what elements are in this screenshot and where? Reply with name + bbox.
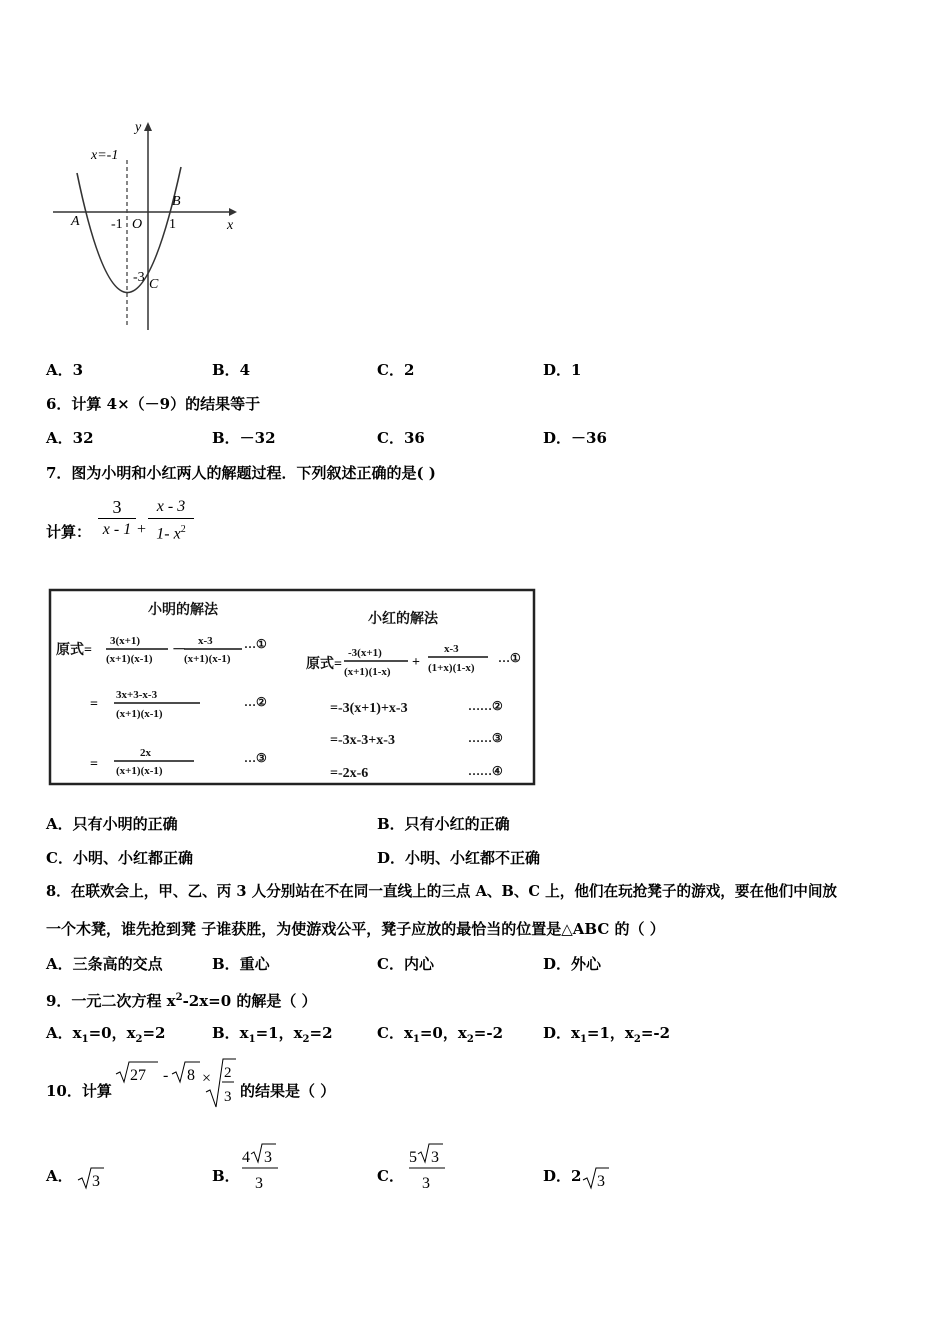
xh-s1-num: -3(x+1) bbox=[348, 647, 382, 659]
q6-stem: 6．计算 4×（－9）的结果等于 bbox=[46, 395, 261, 413]
q8-option-c: C．内心 bbox=[377, 955, 434, 973]
y-axis-arrow bbox=[144, 122, 152, 131]
q8-option-b: B．重心 bbox=[212, 955, 270, 973]
xm-s2-eq: = bbox=[90, 697, 98, 712]
parabola-curve bbox=[77, 167, 181, 293]
parabola-graph bbox=[45, 115, 255, 340]
xm-s1-num2: x-3 bbox=[198, 635, 213, 647]
origin-label: O bbox=[132, 217, 143, 232]
x-eq-label: x=-1 bbox=[91, 148, 119, 163]
q9-option-d: D．$x_1=1$，$x_2=-2$ bbox=[543, 1024, 671, 1045]
xh-s1-num2: x-3 bbox=[444, 643, 459, 655]
q5-option-b: B．4 bbox=[212, 361, 251, 379]
q10-option-c bbox=[407, 1140, 449, 1194]
q10-expression bbox=[112, 1058, 238, 1110]
y-label: y bbox=[135, 120, 142, 135]
q6-option-c: C．36 bbox=[377, 429, 425, 447]
q7-stem: 7．图为小明和小红两人的解题过程．下列叙述正确的是( ) bbox=[46, 464, 436, 482]
q9-stem bbox=[46, 988, 317, 1011]
q9-stem-pre: 9．一元二次方程 x bbox=[46, 992, 176, 1010]
q8-option-d: D．外心 bbox=[543, 955, 602, 973]
q10-option-a-label: A． bbox=[46, 1167, 73, 1185]
solution-image bbox=[48, 588, 536, 786]
xm-s2-num: 3x+3-x-3 bbox=[116, 689, 158, 701]
q10-stem-post: 的结果是（ ） bbox=[240, 1082, 336, 1100]
xm-s1-den: (x+1)(x-1) bbox=[106, 653, 153, 665]
xm-s1-tag: …① bbox=[244, 637, 267, 651]
q10-opt-c-rad: 3 bbox=[431, 1149, 439, 1166]
q10-option-b-label: B． bbox=[212, 1167, 240, 1185]
q7-frac2-num: x - 3 bbox=[156, 498, 186, 515]
q10-option-c-label: C． bbox=[377, 1167, 404, 1185]
q7-option-b: B．只有小红的正确 bbox=[377, 815, 510, 833]
q7-plus: + bbox=[137, 521, 147, 538]
xh-s3-tag: ……③ bbox=[468, 731, 503, 745]
q7-option-a: A．只有小明的正确 bbox=[46, 815, 178, 833]
xh-s2: =-3(x+1)+x-3 bbox=[330, 701, 408, 716]
q7-calc-label: 计算： bbox=[46, 523, 92, 541]
q9-stem-post: -2x=0 的解是（ ） bbox=[182, 992, 317, 1010]
xh-s4: =-2x-6 bbox=[330, 766, 369, 781]
xm-s3-tag: …③ bbox=[244, 751, 267, 765]
xm-s1-lhs: 原式= bbox=[56, 643, 92, 658]
xh-s1-den2: (1+x)(1-x) bbox=[428, 662, 475, 674]
q9-option-a: A．$x_1=0$，$x_2=2$ bbox=[46, 1024, 166, 1045]
tick-1: 1 bbox=[169, 217, 176, 232]
q10-times: × bbox=[202, 1070, 212, 1087]
q10-stem-pre: 10．计算 bbox=[46, 1082, 112, 1100]
q9-option-c: C．$x_1=0$，$x_2=-2$ bbox=[377, 1024, 504, 1045]
q10-opt-b-coef: 4 bbox=[242, 1149, 250, 1166]
q6-option-b: B．－32 bbox=[212, 429, 276, 447]
xm-s1-minus: － bbox=[172, 643, 186, 658]
point-c-label: C bbox=[149, 277, 159, 292]
xm-s2-tag: …② bbox=[244, 695, 267, 709]
q7-frac2-den: 1- x bbox=[156, 525, 181, 543]
xh-s1-tag: …① bbox=[498, 651, 521, 665]
q10-opt-c-coef: 5 bbox=[409, 1149, 417, 1166]
q7-frac1-num: 3 bbox=[112, 497, 122, 517]
q9-option-b: B．$x_1=1$，$x_2=2$ bbox=[212, 1024, 333, 1045]
xm-s3-den: (x+1)(x-1) bbox=[116, 765, 163, 777]
q10-option-d-label: D．2 bbox=[543, 1167, 582, 1185]
q5-option-d: D．1 bbox=[543, 361, 582, 379]
q6-option-a: A．32 bbox=[46, 429, 94, 447]
q5-option-a: A．3 bbox=[46, 361, 84, 379]
point-a-label: A bbox=[71, 214, 80, 229]
xm-s2-den: (x+1)(x-1) bbox=[116, 708, 163, 720]
q10-opt-c-den: 3 bbox=[422, 1175, 430, 1192]
q7-frac2-den-exp: 2 bbox=[180, 524, 186, 535]
q10-option-a bbox=[76, 1164, 106, 1192]
xh-s1-den: (x+1)(1-x) bbox=[344, 666, 391, 678]
q10-opt-a-rad: 3 bbox=[92, 1173, 100, 1190]
xm-s1-num: 3(x+1) bbox=[110, 635, 141, 647]
q6-option-d: D．－36 bbox=[543, 429, 607, 447]
q10-option-d bbox=[581, 1164, 611, 1192]
q9-stem-sup: 2 bbox=[175, 992, 183, 1003]
q7-frac2 bbox=[148, 496, 194, 545]
q10-fr-num: 2 bbox=[224, 1065, 232, 1081]
xm-s1-den2: (x+1)(x-1) bbox=[184, 653, 231, 665]
xh-s2-tag: ……② bbox=[468, 699, 503, 713]
xh-s1-plus: + bbox=[412, 655, 420, 670]
xh-s4-tag: ……④ bbox=[468, 764, 503, 778]
q10-opt-b-den: 3 bbox=[255, 1175, 263, 1192]
xh-s1-lhs: 原式= bbox=[306, 657, 342, 672]
q10-r2: 8 bbox=[187, 1067, 195, 1084]
q7-option-d: D．小明、小红都不正确 bbox=[377, 849, 541, 867]
q7-option-c: C．小明、小红都正确 bbox=[46, 849, 193, 867]
q10-minus: - bbox=[163, 1067, 169, 1084]
q8-stem-line2: 一个木凳，谁先抢到凳 子谁获胜，为使游戏公平，凳子应放的最恰当的位置是△ABC 的（ ） bbox=[46, 920, 665, 938]
tick-neg1: -1 bbox=[111, 217, 123, 232]
xiaohong-title: 小红的解法 bbox=[368, 612, 438, 627]
q10-r1: 27 bbox=[130, 1067, 146, 1084]
tick-neg3: -3 bbox=[133, 270, 145, 285]
xm-s3-eq: = bbox=[90, 757, 98, 772]
q8-option-a: A．三条高的交点 bbox=[46, 955, 163, 973]
q7-frac1-den: x - 1 bbox=[102, 521, 132, 538]
q10-opt-d-rad: 3 bbox=[597, 1173, 605, 1190]
x-label: x bbox=[227, 218, 234, 233]
xiaoming-title: 小明的解法 bbox=[148, 603, 218, 618]
q10-fr-den: 3 bbox=[224, 1089, 232, 1105]
xh-s3: =-3x-3+x-3 bbox=[330, 733, 395, 748]
q10-option-b bbox=[240, 1140, 282, 1194]
q7-frac1 bbox=[98, 496, 136, 541]
q5-option-c: C．2 bbox=[377, 361, 415, 379]
q10-opt-b-rad: 3 bbox=[264, 1149, 272, 1166]
solution-frame bbox=[50, 590, 534, 784]
xm-s3-num: 2x bbox=[140, 747, 151, 759]
point-b-label: B bbox=[172, 194, 181, 209]
q8-stem-line1: 8．在联欢会上，甲、乙、丙 3 人分别站在不在同一直线上的三点 A、B、C 上，他们在玩抢凳子的游戏，要在他们中间放 bbox=[46, 883, 838, 900]
x-axis-arrow bbox=[229, 208, 237, 216]
